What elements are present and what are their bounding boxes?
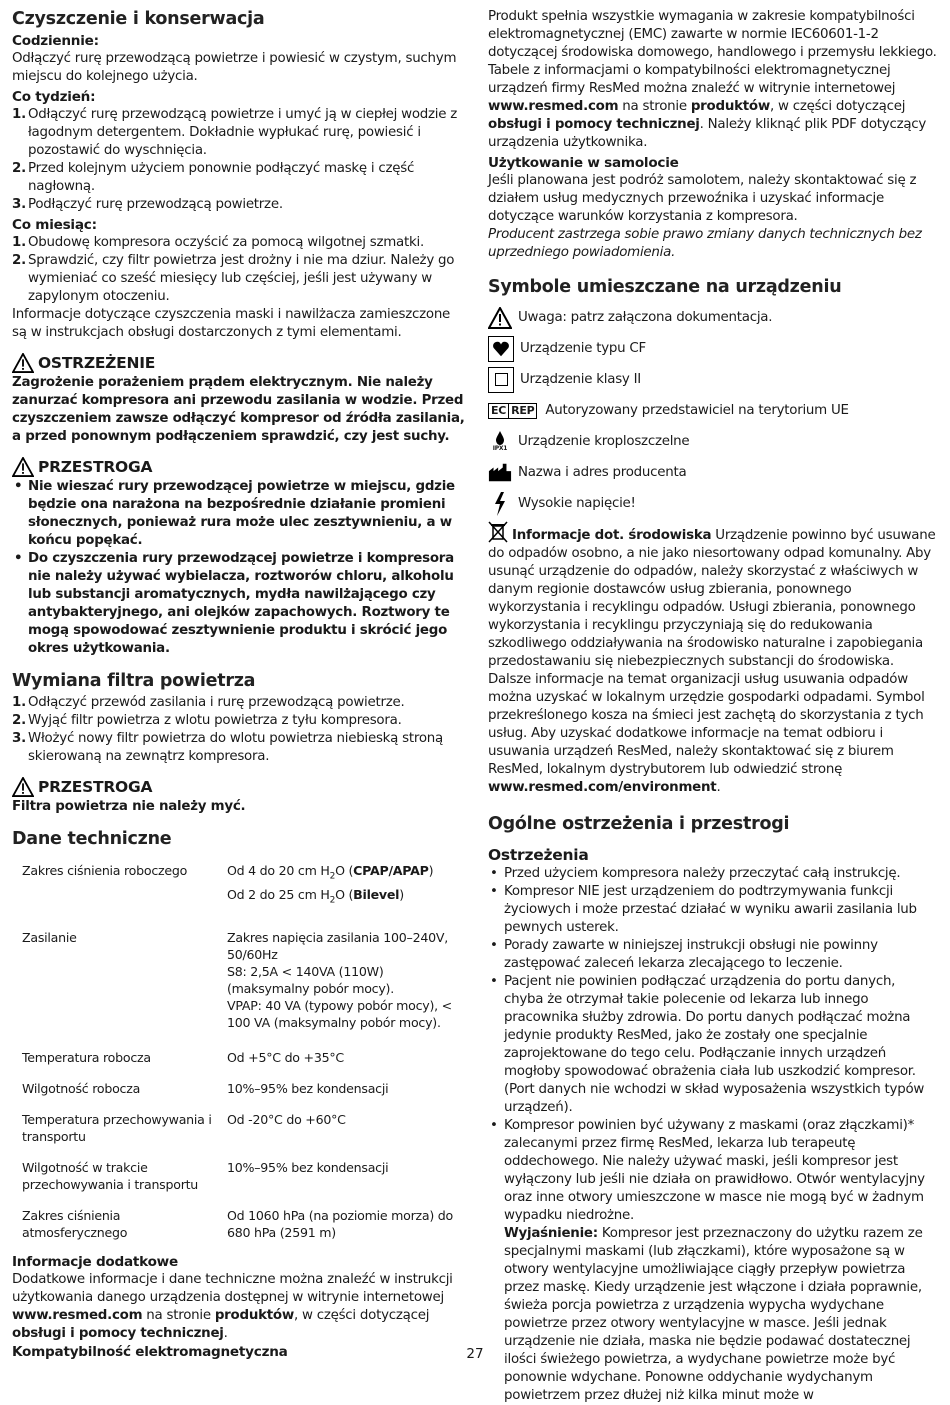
- extra-heading: Informacje dodatkowe: [12, 1254, 178, 1271]
- symbol-row: Urządzenie klasy II: [488, 364, 938, 395]
- tech-title: Dane techniczne: [12, 829, 172, 849]
- drip-proof-icon: IPX1: [488, 430, 512, 454]
- list-item: • Kompresor NIE jest urządzeniem do podtrzymywania funkcji życiowych i może przestać działać w wyniku awarii zasilania lub pewnych usterek.: [488, 883, 938, 937]
- list-item: • Do czyszczenia rury przewodzącej powietrze i kompresora nie należy używać wybielacza, roztworów chloru, alkoholu lub substancji aromatycznych, mydła nawilżającego czy antybakteryjnego, ani olejków zapachowych. Roztwory te mogą spowodować zesztywnienie produktu i skrócić jego okres użytkowania.: [12, 550, 467, 658]
- list-item: 1. Odłączyć rurę przewodzącą powietrze i umyć ją w ciepłej wodzie z łagodnym detergentem. Dokładnie wypłukać rurę, powiesić i pozostawić do wyschnięcia.: [12, 107, 458, 158]
- symbols-title: Symbole umieszczane na urządzeniu: [488, 277, 842, 297]
- spec-key: Zakres ciśnienia roboczego: [22, 863, 188, 878]
- monthly-heading: Co miesiąc:: [12, 217, 97, 233]
- warning-heading: OSTRZEŻENIE: [12, 352, 467, 374]
- spec-value: Od +5°C do +35°C: [227, 1050, 344, 1066]
- spec-value: 10%–95% bez kondensacji: [227, 1081, 389, 1097]
- right-column: [488, 8, 938, 1405]
- spec-value: Od 1060 hPa (na poziomie morza) do 680 hPa (2591 m): [227, 1208, 453, 1241]
- emc-heading: Kompatybilność elektromagnetyczna: [12, 1344, 288, 1361]
- daily-text: Odłączyć rurę przewodzącą powietrze i powiesić w czystym, suchym miejscu do kolejnego użycia.: [12, 51, 457, 84]
- resmed-link[interactable]: www.resmed.com: [488, 99, 619, 114]
- environment-text: Informacje dot. środowiska Urządzenie powinno być usuwane do odpadów osobno, a nie jako niesortowany odpad komunalny. Aby usunąć urządzenie do odpadów, należy skorzystać z właściwych w danym regionie dostawców usług zbierania, ponownego wykorzystania i recyklingu odpadów. Usługi zbierania, ponownego wykorzystania i recyklingu przyczyniają się do redukowania szkodliwego oddziaływania na środowisko naturalne i zapobiegania przedostawaniu się niebezpiecznych substancji do środowiska. Dalsze informacje na temat organizacji usług usuwania odpadów można uzyskać w lokalnym urzędzie gospodarki odpadami. Symbol przekreślonego kosza na śmieci jest zachętą do skorzystania z tych usług. Aby uzyskać dodatkowe informacje na temat odbioru i usuwania urządzeń ResMed, należy skontaktować się z biurem ResMed, lokalnym dystrybutorem lub odwiedzić stronę www.resmed.com/environment.: [488, 521, 938, 797]
- crossed-bin-icon: [488, 521, 508, 543]
- warnings-list: [488, 865, 938, 1405]
- symbol-row: IPX1 Urządzenie kroploszczelne: [488, 426, 938, 457]
- class-ii-square-icon: [488, 367, 514, 393]
- caution-triangle-icon: [488, 306, 512, 330]
- caution-heading-2: PRZESTROGA: [12, 776, 467, 798]
- list-item: • Porady zawarte w niniejszej instrukcji obsługi nie powinny zastępować zaleceń lekarza zlecającego to leczenie.: [488, 937, 938, 973]
- caution-triangle-icon: [12, 777, 34, 797]
- warning-triangle-icon: [12, 353, 34, 373]
- resmed-link[interactable]: www.resmed.com: [12, 1308, 143, 1324]
- plane-text: Jeśli planowana jest podróż samolotem, należy skontaktować się z działem usług medycznych przewoźnika i uzyskać informacje dotyczące warunków korzystania z kompresora.: [488, 173, 917, 224]
- cleaning-title: Czyszczenie i konserwacja: [12, 9, 265, 29]
- list-item: • Nie wieszać rury przewodzącej powietrze w miejscu, gdzie będzie ona narażona na bezpośrednie działanie promieni słonecznych, ponieważ rura może ulec zesztywnieniu, a w końcu popękać.: [12, 478, 467, 550]
- mask-info-text: Informacje dotyczące czyszczenia maski i nawilżacza zamieszczone są w instrukcjach obsługi dostarczonych z tymi elementami.: [12, 307, 451, 340]
- high-voltage-icon: [488, 492, 512, 516]
- list-item: 1. Obudowę kompresora oczyścić za pomocą wilgotnej szmatki.: [12, 235, 424, 250]
- list-item: • Przed użyciem kompresora należy przeczytać całą instrukcję.: [488, 865, 938, 883]
- general-title: Ogólne ostrzeżenia i przestrogi: [488, 814, 790, 834]
- warnings-heading: Ostrzeżenia: [488, 846, 589, 864]
- caution-text-2: Filtra powietrza nie należy myć.: [12, 799, 246, 814]
- caution-triangle-icon: [12, 457, 34, 477]
- weekly-list: [12, 106, 467, 214]
- spec-value: Zakres napięcia zasilania 100–240V, 50/60Hz S8: 2,5A < 140VA (110W) (maksymalny pobór mocy). VPAP: 40 VA (typowy pobór mocy), < 100 VA (maksymalny pobór mocy).: [227, 930, 452, 1031]
- plane-heading: Użytkowanie w samolocie: [488, 155, 679, 171]
- spec-key: Zakres ciśnienia atmosferycznego: [22, 1208, 128, 1241]
- page-number: 27: [466, 1346, 484, 1362]
- filter-list: [12, 694, 467, 766]
- type-cf-heart-icon: [488, 336, 514, 362]
- list-item: 3. Podłączyć rurę przewodzącą powietrze.: [12, 197, 283, 212]
- warning-text: Zagrożenie porażeniem prądem elektrycznym. Nie należy zanurzać kompresora ani przewodu zasilania w wodzie. Przed czyszczeniem zawsze odłączyć kompresor od źródła zasilania, a przed ponownym podłączeniem sprawdzić, czy jest suchy.: [12, 375, 465, 444]
- spec-key: Wilgotność w trakcie przechowywania i transportu: [22, 1160, 199, 1193]
- left-column: [12, 8, 467, 1361]
- filter-title: Wymiana filtra powietrza: [12, 671, 256, 691]
- list-item: • Pacjent nie powinien podłączać urządzenia do portu danych, chyba że otrzymał takie polecenie od lekarza lub innego pracownika służby zdrowia. Do portu danych podłączać można jedynie produkty ResMed, jako że zostały one specjalnie zaprojektowane do tego celu. Podłączanie innych urządzeń mogłoby spowodować obrażenia ciała lub uszkodzić kompresor. (Port danych nie wchodzi w skład wyposażenia wszystkich typów urządzeń).: [488, 973, 938, 1117]
- list-item: 2. Sprawdzić, czy filtr powietrza jest drożny i nie ma dziur. Należy go wymieniać co sześć miesięcy lub częściej, jeśli jest używany w zapylonym otoczeniu.: [12, 253, 455, 304]
- spec-value: 10%–95% bez kondensacji: [227, 1160, 389, 1176]
- spec-value: Od 4 do 20 cm $H_2O$ (CPAP/APAP) Od 2 do 25 cm $H_2O$ (Bilevel): [227, 863, 434, 906]
- monthly-list: [12, 234, 467, 306]
- spec-key: Temperatura robocza: [22, 1050, 151, 1066]
- spec-table: [22, 862, 467, 1241]
- manufacturer-icon: [488, 461, 512, 485]
- list-item: 1. Odłączyć przewód zasilania i rurę przewodzącą powietrze.: [12, 695, 405, 710]
- spec-value: Od -20°C do +60°C: [227, 1112, 346, 1128]
- spec-key: Wilgotność robocza: [22, 1081, 141, 1097]
- symbol-row: EC REP Autoryzowany przedstawiciel na terytorium UE: [488, 395, 938, 426]
- daily-heading: Codziennie:: [12, 33, 99, 49]
- list-item: 3. Włożyć nowy filtr powietrza do wlotu powietrza niebieską stroną skierowaną na zewnątrz kompresora.: [12, 731, 443, 764]
- symbol-row: Nazwa i adres producenta: [488, 457, 938, 488]
- symbol-row: Urządzenie typu CF: [488, 333, 938, 364]
- ec-rep-icon: EC REP: [488, 403, 537, 419]
- list-item: • Kompresor powinien być używany z maskami (oraz złączkami)* zalecanymi przez firmę ResMed, lekarza lub terapeutę oddechowego. Nie należy używać maski, jeśli kompresor jest wyłączony lub jeśli nie działa on prawidłowo. Otwór wentylacyjny oraz inne otwory umieszczone w masce nie mogą być w żadnym wypadku niedrożne. Wyjaśnienie: Kompresor jest przeznaczony do użytku razem ze specjalnymi maskami (lub złączkami), które wyposażone są w otwory wentylacyjne umożliwiające ciągły przepływ powietrza przez maskę. Kiedy urządzenie jest włączone i działa poprawnie, świeża porcja powietrza z urządzenia wypycha wydychane powietrze przez otwory wentylacyjne w masce. Jeśli jednak urządzenie nie działa, maska nie będzie podawać dostatecznej ilości świeżego powietrza, a wydychane powietrze może być ponownie wdychane. Ponowne oddychanie wydychanym powietrzem przez dłużej niż kilka minut może w: [488, 1117, 938, 1405]
- symbol-row: Wysokie napięcie!: [488, 488, 938, 519]
- caution-heading-1: PRZESTROGA: [12, 456, 467, 478]
- caution-list-1: [12, 478, 467, 658]
- spec-key: Zasilanie: [22, 930, 77, 946]
- list-item: 2. Wyjąć filtr powietrza z wlotu powietrza z tyłu kompresora.: [12, 713, 402, 728]
- disclaimer-text: Producent zastrzega sobie prawo zmiany danych technicznych bez uprzedniego powiadomienia.: [488, 227, 922, 260]
- extra-text: Dodatkowe informacje i dane techniczne można znaleźć w instrukcji użytkowania danego urządzenia dostępnej w witrynie internetowej www.resmed.com na stronie produktów, w części dotyczącej obsługi i pomocy technicznej.: [12, 1272, 453, 1342]
- list-item: 2. Przed kolejnym użyciem ponownie podłączyć maskę i część nagłowną.: [12, 161, 415, 194]
- weekly-heading: Co tydzień:: [12, 89, 96, 105]
- spec-key: Temperatura przechowywania i transportu: [22, 1112, 212, 1145]
- emc-text: Produkt spełnia wszystkie wymagania w zakresie kompatybilności elektromagnetycznej (EMC) zawarte w normie IEC60601-1-2 dotyczącej środowiska domowego, handlowego i przemysłu lekkiego. Tabele z informacjami o kompatybilności elektromagnetycznej urządzeń firmy ResMed można znaleźć w witrynie internetowej www.resmed.com na stronie produktów, w części dotyczącej obsługi i pomocy technicznej. Należy kliknąć plik PDF dotyczący urządzenia użytkownika.: [488, 9, 937, 150]
- symbol-row: Uwaga: patrz załączona dokumentacja.: [488, 302, 938, 333]
- environment-link[interactable]: www.resmed.com/environment: [488, 780, 717, 795]
